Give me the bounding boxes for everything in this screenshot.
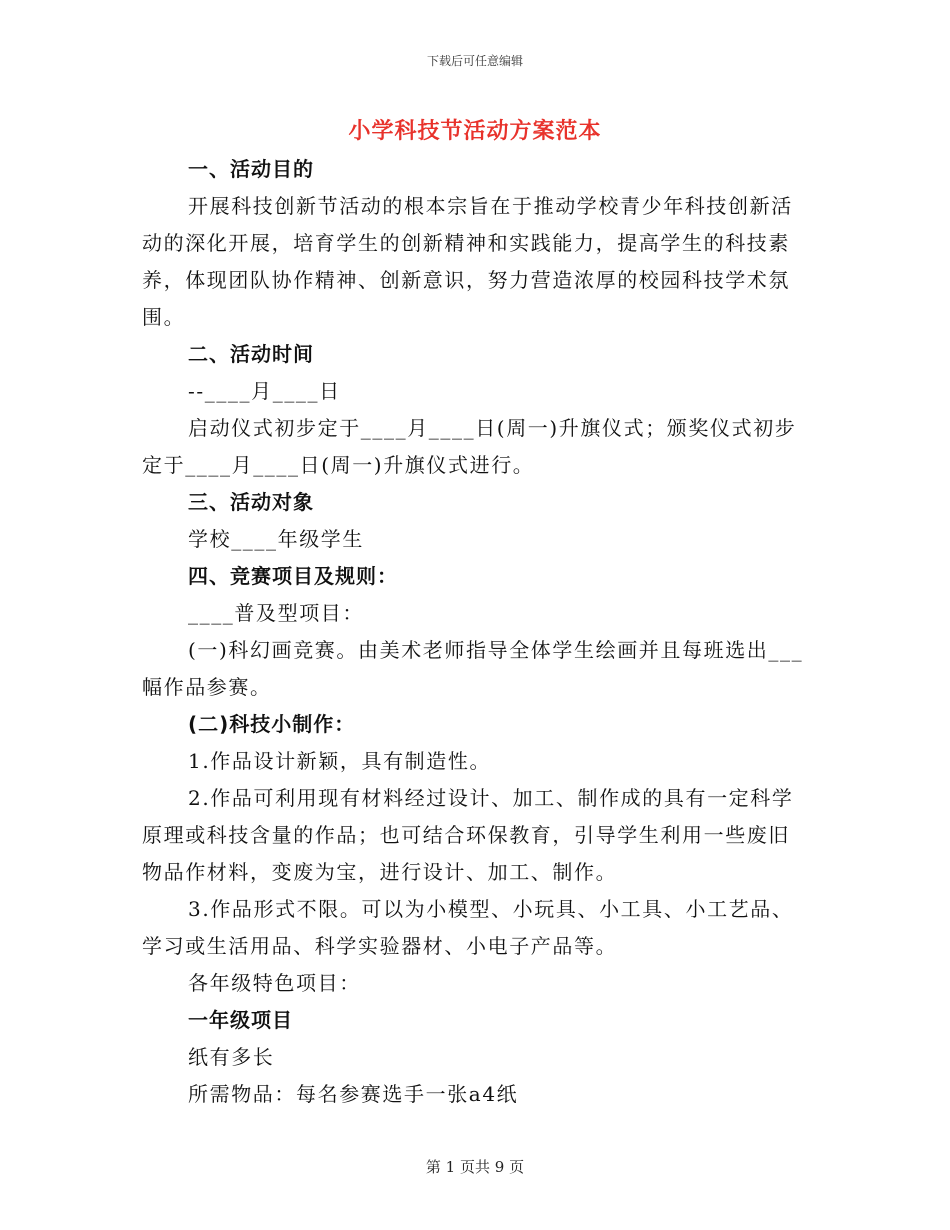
paragraph-line: ____普及型项目： xyxy=(188,601,364,625)
paragraph-line: 养，体现团队协作精神、创新意识，努力营造浓厚的校园科技学术氛 xyxy=(142,268,790,292)
section-heading-purpose: 一、活动目的 xyxy=(188,157,314,181)
subheading-tech-making: (二)科技小制作： xyxy=(188,712,356,736)
paragraph-line: 纸有多长 xyxy=(188,1045,275,1069)
paragraph-line: 所需物品：每名参赛选手一张a4纸 xyxy=(188,1082,519,1106)
paragraph-line: 学习或生活用品、科学实验器材、小电子产品等。 xyxy=(142,934,618,958)
section-heading-rules: 四、竞赛项目及规则： xyxy=(188,564,398,588)
paragraph-line: 围。 xyxy=(142,305,186,329)
page-footer: 第 1 页共 9 页 xyxy=(425,1158,525,1176)
header-note: 下载后可任意编辑 xyxy=(426,54,523,68)
paragraph-line: 动的深化开展，培育学生的创新精神和实践能力，提高学生的科技素 xyxy=(142,231,790,255)
paragraph-line: 启动仪式初步定于____月____日(周一)升旗仪式；颁奖仪式初步 xyxy=(188,416,797,440)
section-heading-target: 三、活动对象 xyxy=(188,490,314,514)
list-item: 1.作品设计新颖，具有制造性。 xyxy=(188,749,492,773)
paragraph-line: 各年级特色项目： xyxy=(188,971,361,995)
section-heading-time: 二、活动时间 xyxy=(188,342,314,366)
paragraph-line: 开展科技创新节活动的根本宗旨在于推动学校青少年科技创新活 xyxy=(188,194,793,218)
paragraph-line: 原理或科技含量的作品；也可结合环保教育，引导学生利用一些废旧 xyxy=(142,823,790,847)
document-title: 小学科技节活动方案范本 xyxy=(348,119,602,144)
paragraph-line: 学校____年级学生 xyxy=(188,527,364,551)
list-item: 3.作品形式不限。可以为小模型、小玩具、小工具、小工艺品、 xyxy=(188,897,794,921)
paragraph-line: 幅作品参赛。 xyxy=(142,675,272,699)
paragraph-line: 物品作材料，变废为宝，进行设计、加工、制作。 xyxy=(142,860,618,884)
subheading-grade-one: 一年级项目 xyxy=(188,1008,293,1032)
paragraph-line: (一)科幻画竞赛。由美术老师指导全体学生绘画并且每班选出___ xyxy=(188,638,804,662)
list-item: 2.作品可利用现有材料经过设计、加工、制作成的具有一定科学 xyxy=(188,786,794,810)
paragraph-line: --____月____日 xyxy=(188,379,341,403)
paragraph-line: 定于____月____日(周一)升旗仪式进行。 xyxy=(142,453,535,477)
